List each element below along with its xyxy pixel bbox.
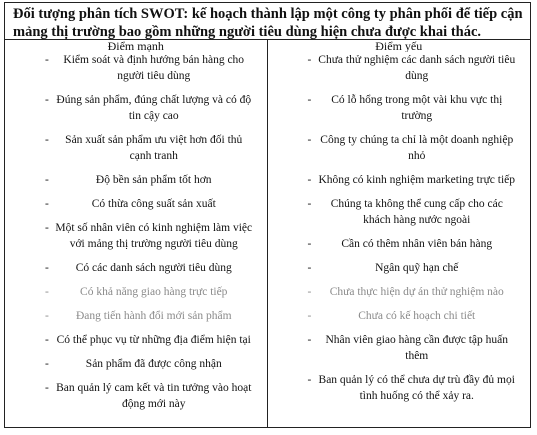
bullet-dash-icon: - <box>307 174 312 186</box>
weaknesses-item <box>268 260 531 276</box>
weaknesses-item <box>268 236 531 252</box>
weaknesses-heading: Điểm yếu <box>375 40 423 52</box>
strengths-item-text: Một số nhân viên có kinh nghiệm làm việc với mảng thị trường người tiêu dùng <box>55 222 253 250</box>
swot-table <box>5 40 530 427</box>
bullet-dash-icon: - <box>45 94 49 106</box>
weaknesses-item <box>268 92 531 124</box>
weaknesses-item <box>268 372 531 404</box>
strengths-item-text: Có khả năng giao hàng trực tiếp <box>80 286 228 298</box>
weaknesses-column <box>268 40 531 427</box>
weaknesses-item-text: Có lỗ hổng trong một vài khu vực thị trường <box>331 94 503 122</box>
strengths-item-text: Có thể phục vụ từ những địa điểm hiện tại <box>56 334 251 346</box>
bullet-dash-icon: - <box>307 334 312 346</box>
bullet-dash-icon: - <box>307 54 312 66</box>
weaknesses-item-text: Cần có thêm nhân viên bán hàng <box>341 238 493 250</box>
weaknesses-item <box>268 308 531 324</box>
strengths-item <box>5 332 267 348</box>
strengths-item-text: Sản xuất sản phẩm ưu việt hơn đối thủ cạnh tranh <box>65 134 243 162</box>
bullet-dash-icon: - <box>45 358 49 370</box>
strengths-item <box>5 132 267 164</box>
bullet-dash-icon: - <box>45 198 49 210</box>
weaknesses-item-text: Công ty chúng ta chỉ là một doanh nghiệp nhỏ <box>320 134 514 162</box>
bullet-dash-icon: - <box>307 134 312 146</box>
weaknesses-item-text: Chưa thực hiện dự án thử nghiệm nào <box>329 286 504 298</box>
bullet-dash-icon: - <box>307 94 312 106</box>
bullet-dash-icon: - <box>45 134 49 146</box>
strengths-item-text: Kiểm soát và định hướng bán hàng cho người tiêu dùng <box>63 54 245 82</box>
weaknesses-item-text: Chúng ta không thể cung cấp cho các khách hàng nước ngoài <box>330 198 503 226</box>
strengths-item-text: Sản phẩm đã được công nhận <box>85 358 222 370</box>
strengths-item <box>5 260 267 276</box>
weaknesses-item <box>268 332 531 364</box>
weaknesses-item <box>268 172 531 188</box>
weaknesses-item-text: Ban quản lý có thể chưa dự trù đầy đủ mọi tình huống có thể xảy ra. <box>318 374 515 402</box>
bullet-dash-icon: - <box>307 238 312 250</box>
bullet-dash-icon: - <box>307 310 312 322</box>
bullet-dash-icon: - <box>307 286 312 298</box>
strengths-item <box>5 92 267 124</box>
strengths-item <box>5 284 267 300</box>
strengths-item <box>5 220 267 252</box>
weaknesses-item-text: Ngân quỹ hạn chế <box>375 262 459 274</box>
weaknesses-item <box>268 132 531 164</box>
weaknesses-item-text: Không có kinh nghiệm marketing trực tiếp <box>318 174 516 186</box>
strengths-item-text: Có các danh sách người tiêu dùng <box>75 262 232 274</box>
swot-document <box>4 2 531 428</box>
bullet-dash-icon: - <box>45 334 49 346</box>
strengths-item <box>5 52 267 84</box>
strengths-item-text: Độ bền sản phẩm tốt hơn <box>95 174 212 186</box>
bullet-dash-icon: - <box>45 382 49 394</box>
weaknesses-item <box>268 196 531 228</box>
strengths-item <box>5 356 267 372</box>
weaknesses-list <box>268 52 531 404</box>
bullet-dash-icon: - <box>45 174 49 186</box>
bullet-dash-icon: - <box>45 222 49 234</box>
strengths-item-text: Ban quản lý cam kết và tin tưởng vào hoạt động mới này <box>56 382 252 410</box>
strengths-column <box>5 40 268 427</box>
weaknesses-item-text: Nhân viên giao hàng cần được tập huấn thêm <box>325 334 509 362</box>
bullet-dash-icon: - <box>307 198 312 210</box>
strengths-item-text: Đang tiến hành đổi mới sản phẩm <box>75 310 232 322</box>
bullet-dash-icon: - <box>45 54 49 66</box>
bullet-dash-icon: - <box>307 374 312 386</box>
strengths-item <box>5 380 267 412</box>
strengths-list <box>5 52 267 412</box>
bullet-dash-icon: - <box>45 262 49 274</box>
weaknesses-item <box>268 52 531 84</box>
strengths-item <box>5 196 267 212</box>
strengths-item <box>5 172 267 188</box>
bullet-dash-icon: - <box>45 286 49 298</box>
weaknesses-item-text: Chưa có kế hoạch chi tiết <box>358 310 476 322</box>
strengths-item <box>5 308 267 324</box>
document-title: Đối tượng phân tích SWOT: kế hoạch thành lập một công ty phân phối để tiếp cận mảng thị trường bao gồm những người tiêu dùng hiện chưa được khai thác. <box>5 3 530 40</box>
bullet-dash-icon: - <box>307 262 312 274</box>
weaknesses-item <box>268 284 531 300</box>
bullet-dash-icon: - <box>45 310 49 322</box>
strengths-item-text: Đúng sản phẩm, đúng chất lượng và có độ tin cậy cao <box>56 94 252 122</box>
strengths-item-text: Có thừa công suất sản xuất <box>91 198 216 210</box>
weaknesses-item-text: Chưa thử nghiệm các danh sách người tiêu dùng <box>318 54 516 82</box>
strengths-heading: Điểm mạnh <box>107 40 164 52</box>
